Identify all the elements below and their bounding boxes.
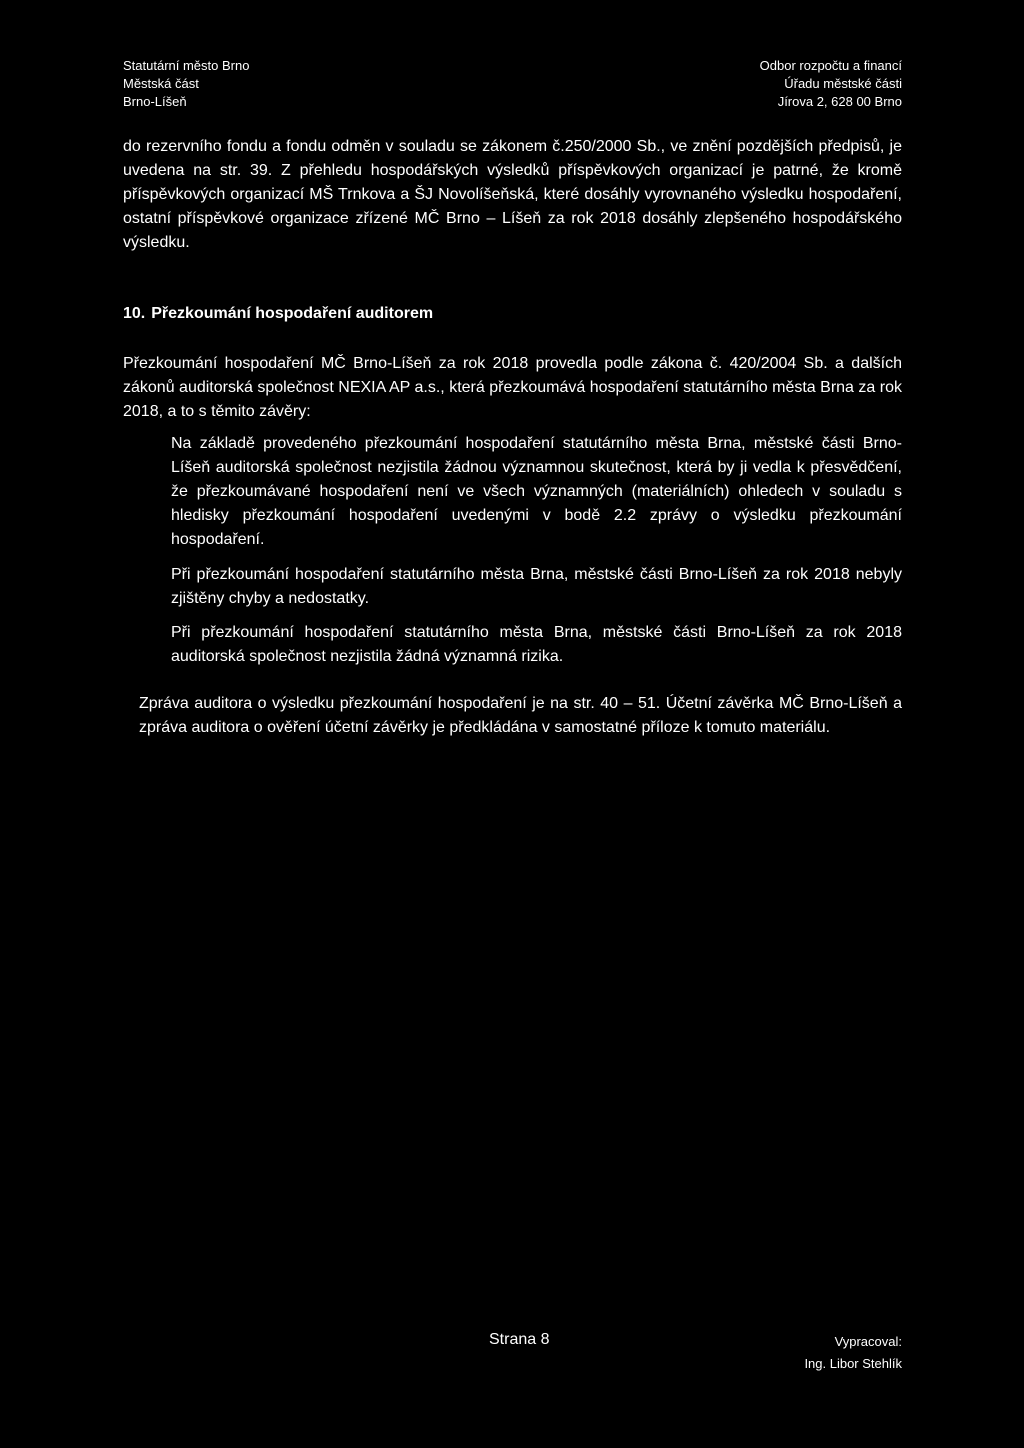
header-right xyxy=(760,57,902,111)
section-paragraph xyxy=(123,352,902,424)
section-paragraph-text: Přezkoumání hospodaření MČ Brno-Líšeň za rok 2018 provedla podle zákona č. 420/2004 Sb. a dalších zákonů auditorská společnost NEXIA AP a.s., která přezkoumává hospodaření statutárního města Brna za rok 2018, a to s těmito závěry: xyxy=(123,355,902,420)
header-left-line-3: Brno-Líšeň xyxy=(123,94,187,109)
section-title: Přezkoumání hospodaření auditorem xyxy=(151,305,434,322)
intro-paragraph-text: do rezervního fondu a fondu odměn v souladu se zákonem č.250/2000 Sb., ve znění pozdějších předpisů, je uvedena na str. 39. Z přehledu hospodářských výsledků příspěvkových organizací je patrné, že kromě příspěvkových organizací MŠ Trnkova a ŠJ Novolíšeňská, které dosáhly vyrovnaného výsledku hospodaření, ostatní příspěvkové organizace zřízené MČ Brno – Líšeň za rok 2018 dosáhly zlepšeného hospodářského výsledku. xyxy=(123,138,902,251)
header-left-line-2: Městská část xyxy=(123,76,199,91)
prepared-by xyxy=(804,1331,902,1375)
auditor-conclusion-3-text: Při přezkoumání hospodaření statutárního města Brna, městské části Brno-Líšeň za rok 2018 auditorská společnost nezjistila žádná významná rizika. xyxy=(171,624,902,665)
prepared-by-name: Ing. Libor Stehlík xyxy=(804,1356,902,1371)
header-right-line-3: Jírova 2, 628 00 Brno xyxy=(777,94,902,109)
closing-paragraph xyxy=(139,692,902,740)
auditor-conclusion-2 xyxy=(171,563,902,611)
header-right-line-1: Odbor rozpočtu a financí xyxy=(759,58,902,73)
intro-paragraph xyxy=(123,135,902,255)
auditor-conclusion-2-text: Při přezkoumání hospodaření statutárního města Brna, městské části Brno-Líšeň za rok 2018 nebyly zjištěny chyby a nedostatky. xyxy=(171,566,902,607)
page-number: Strana 8 xyxy=(489,1331,550,1348)
auditor-conclusion-1 xyxy=(171,432,902,552)
header-right-line-2: Úřadu městské části xyxy=(784,76,902,91)
auditor-conclusion-1-text: Na základě provedeného přezkoumání hospodaření statutárního města Brna, městské části Brno-Líšeň auditorská společnost nezjistila žádnou významnou skutečnost, která by ji vedla k přesvědčení, že přezkoumávané hospodaření není ve všech významných (materiálních) ohledech v souladu s hledisky přezkoumání hospodaření uvedenými v bodě 2.2 zprávy o výsledku přezkoumání hospodaření. xyxy=(171,435,902,548)
header-left xyxy=(123,57,249,111)
section-heading xyxy=(123,305,433,323)
header-left-line-1: Statutární město Brno xyxy=(123,58,250,73)
section-number: 10. xyxy=(123,305,146,322)
prepared-by-label: Vypracoval: xyxy=(834,1334,902,1349)
closing-paragraph-text: Zpráva auditora o výsledku přezkoumání hospodaření je na str. 40 – 51. Účetní závěrka MČ Brno-Líšeň a zpráva auditora o ověření účetní závěrky je předkládána v samostatné příloze k tomuto materiálu. xyxy=(139,695,902,736)
auditor-conclusion-3 xyxy=(171,621,902,669)
